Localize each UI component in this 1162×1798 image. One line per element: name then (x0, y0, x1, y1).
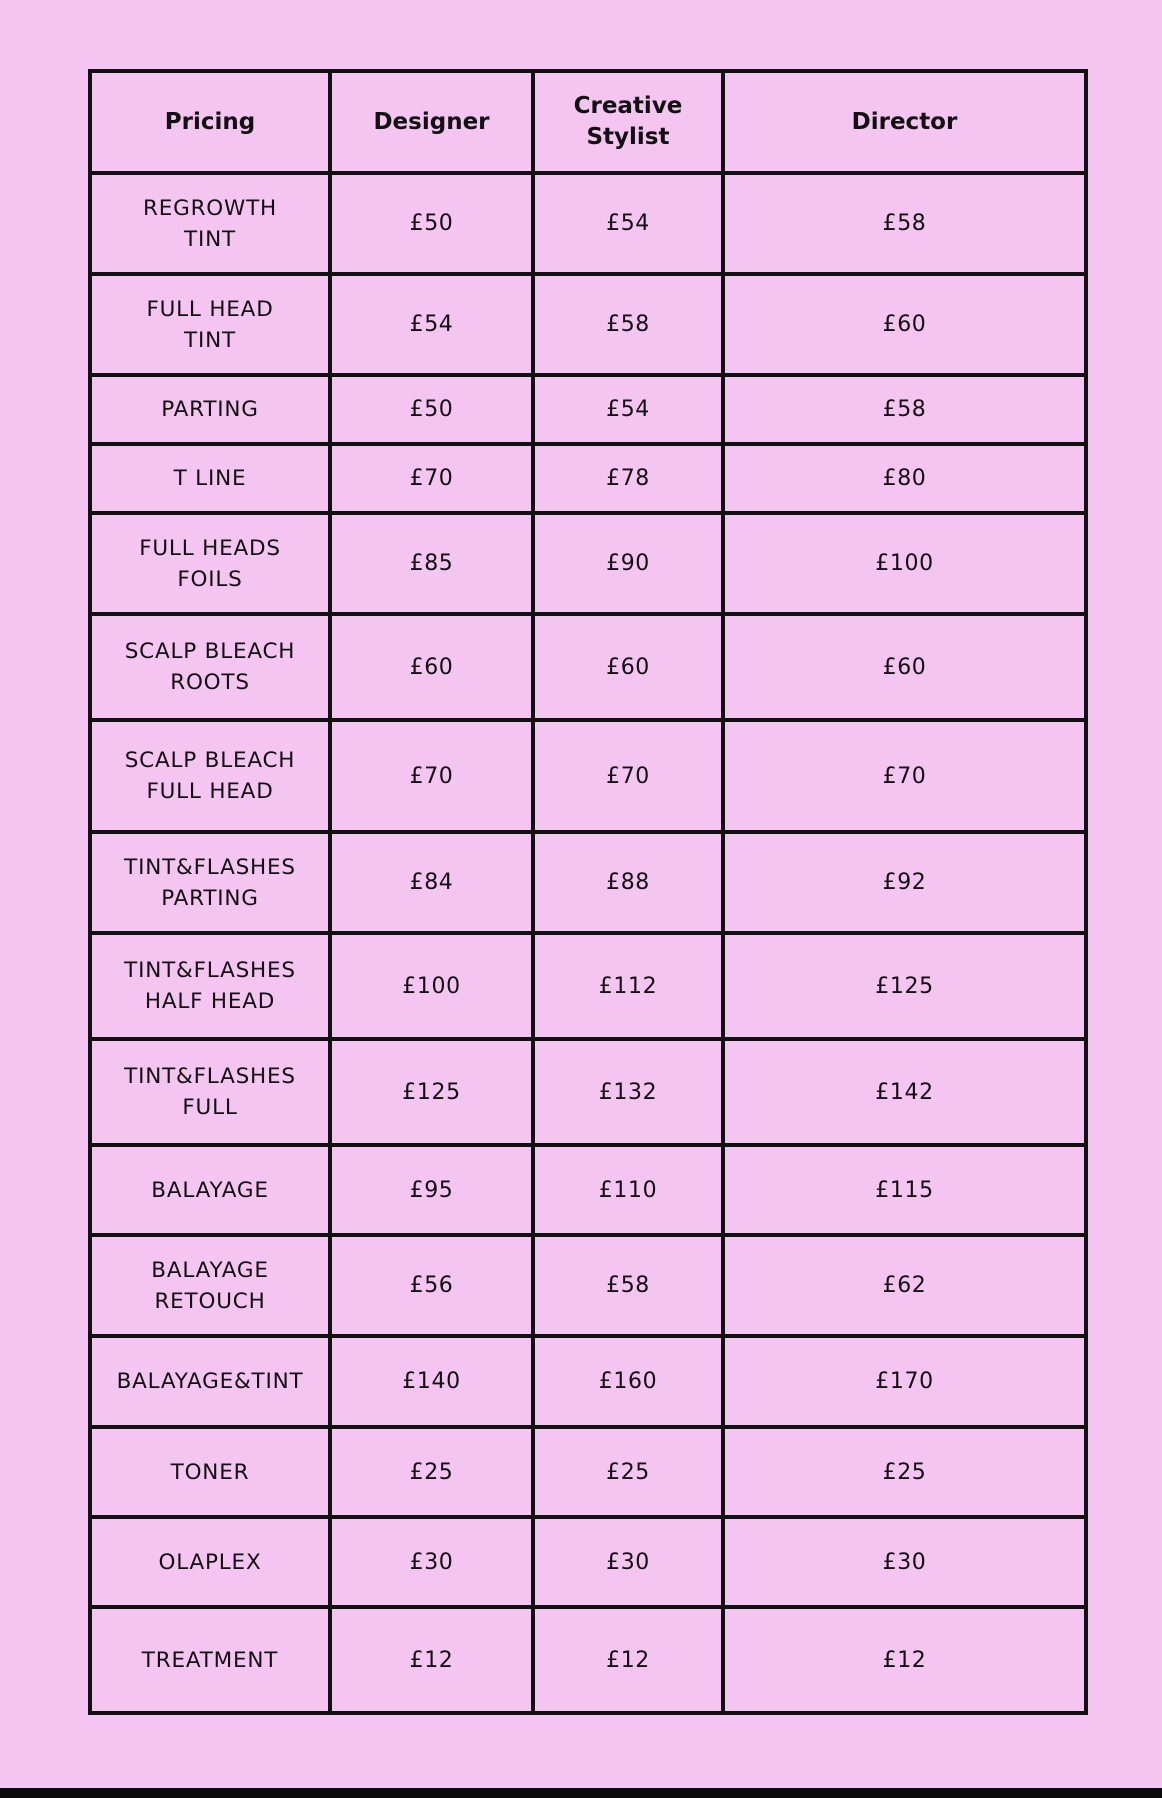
table-row (90, 933, 1086, 1039)
creative-stylist-price: £58 (533, 1235, 723, 1336)
designer-price: £60 (330, 614, 533, 720)
service-name: BALAYAGE (90, 1145, 330, 1235)
designer-price: £140 (330, 1336, 533, 1427)
service-name: PARTING (90, 375, 330, 444)
table-row (90, 513, 1086, 614)
director-price: £12 (723, 1607, 1086, 1713)
designer-price: £125 (330, 1039, 533, 1145)
creative-stylist-price: £25 (533, 1427, 723, 1517)
director-price: £25 (723, 1427, 1086, 1517)
table-row (90, 1336, 1086, 1427)
designer-price: £95 (330, 1145, 533, 1235)
table-row (90, 614, 1086, 720)
director-price: £30 (723, 1517, 1086, 1607)
service-name: SCALP BLEACH ROOTS (90, 614, 330, 720)
table-row (90, 444, 1086, 513)
creative-stylist-price: £88 (533, 832, 723, 933)
table-row (90, 720, 1086, 832)
director-price: £60 (723, 274, 1086, 375)
table-row (90, 1145, 1086, 1235)
table-row (90, 1039, 1086, 1145)
table-row (90, 1607, 1086, 1713)
creative-stylist-price: £30 (533, 1517, 723, 1607)
service-name: TINT&FLASHES FULL (90, 1039, 330, 1145)
director-price: £58 (723, 375, 1086, 444)
designer-price: £70 (330, 444, 533, 513)
director-price: £142 (723, 1039, 1086, 1145)
creative-stylist-price: £110 (533, 1145, 723, 1235)
service-name: BALAYAGE&TINT (90, 1336, 330, 1427)
creative-stylist-price: £60 (533, 614, 723, 720)
pricing-table (88, 69, 1088, 1715)
creative-stylist-price: £78 (533, 444, 723, 513)
service-name: TREATMENT (90, 1607, 330, 1713)
designer-price: £100 (330, 933, 533, 1039)
director-price: £92 (723, 832, 1086, 933)
table-row (90, 832, 1086, 933)
creative-stylist-price: £112 (533, 933, 723, 1039)
service-name: T LINE (90, 444, 330, 513)
director-price: £62 (723, 1235, 1086, 1336)
creative-stylist-price: £58 (533, 274, 723, 375)
designer-price: £50 (330, 375, 533, 444)
designer-price: £54 (330, 274, 533, 375)
creative-stylist-price: £12 (533, 1607, 723, 1713)
designer-price: £56 (330, 1235, 533, 1336)
header-director: Director (723, 71, 1086, 173)
creative-stylist-price: £54 (533, 375, 723, 444)
designer-price: £30 (330, 1517, 533, 1607)
creative-stylist-price: £90 (533, 513, 723, 614)
service-name: TINT&FLASHES HALF HEAD (90, 933, 330, 1039)
table-row (90, 274, 1086, 375)
header-pricing: Pricing (90, 71, 330, 173)
director-price: £70 (723, 720, 1086, 832)
director-price: £80 (723, 444, 1086, 513)
table-row (90, 1427, 1086, 1517)
creative-stylist-price: £160 (533, 1336, 723, 1427)
table-row (90, 1517, 1086, 1607)
service-name: TINT&FLASHES PARTING (90, 832, 330, 933)
director-price: £125 (723, 933, 1086, 1039)
table-row (90, 1235, 1086, 1336)
director-price: £170 (723, 1336, 1086, 1427)
service-name: SCALP BLEACH FULL HEAD (90, 720, 330, 832)
director-price: £115 (723, 1145, 1086, 1235)
designer-price: £85 (330, 513, 533, 614)
service-name: TONER (90, 1427, 330, 1517)
designer-price: £12 (330, 1607, 533, 1713)
table-row (90, 375, 1086, 444)
service-name: FULL HEADS FOILS (90, 513, 330, 614)
designer-price: £50 (330, 173, 533, 274)
service-name: OLAPLEX (90, 1517, 330, 1607)
service-name: BALAYAGE RETOUCH (90, 1235, 330, 1336)
designer-price: £25 (330, 1427, 533, 1517)
creative-stylist-price: £54 (533, 173, 723, 274)
service-name: REGROWTH TINT (90, 173, 330, 274)
creative-stylist-price: £132 (533, 1039, 723, 1145)
header-creative-stylist: Creative Stylist (533, 71, 723, 173)
service-name: FULL HEAD TINT (90, 274, 330, 375)
designer-price: £70 (330, 720, 533, 832)
director-price: £58 (723, 173, 1086, 274)
header-row (90, 71, 1086, 173)
designer-price: £84 (330, 832, 533, 933)
header-designer: Designer (330, 71, 533, 173)
director-price: £60 (723, 614, 1086, 720)
creative-stylist-price: £70 (533, 720, 723, 832)
director-price: £100 (723, 513, 1086, 614)
bottom-edge-bar (0, 1788, 1162, 1798)
table-row (90, 173, 1086, 274)
